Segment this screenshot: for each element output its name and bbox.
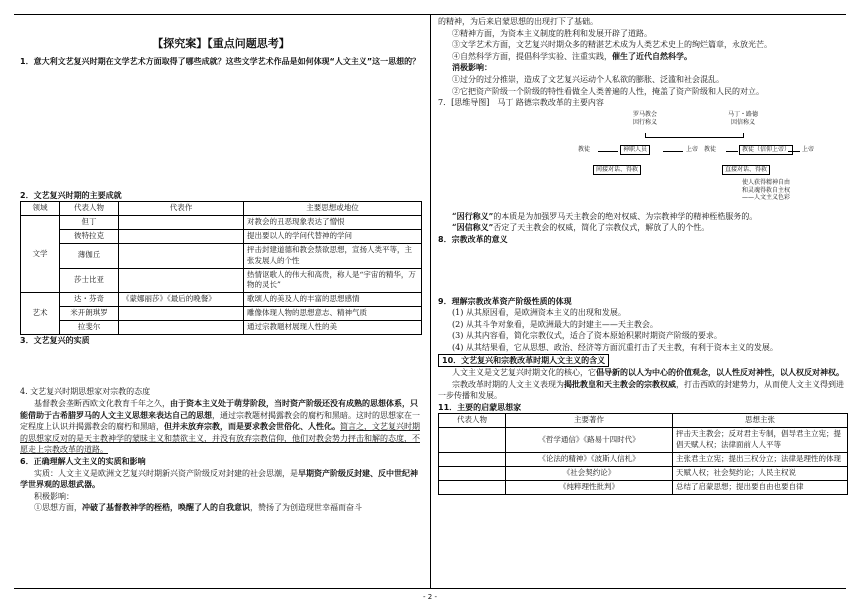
paragraph-6-positive: 积极影响：	[34, 491, 74, 501]
idea-cell: 抨击封建道德和教会禁欲思想，宣扬人类平等，主张发展人的个性	[244, 243, 422, 268]
th-idea: 主要思想或地位	[244, 202, 422, 216]
idea-cell: 天赋人权；社会契约论；人民主权说	[673, 466, 848, 480]
arrow	[663, 151, 683, 152]
column-separator	[430, 14, 431, 588]
question-3: 3．文艺复兴的实质	[20, 335, 90, 345]
idea-cell: 对教会的丑恶现象表达了憎恨	[244, 216, 422, 230]
idea-cell: 热情讴歌人的伟大和高贵，称人是“宇宙的精华，万物的灵长”	[244, 268, 422, 293]
work-cell: 《社会契约论》	[506, 466, 673, 480]
person-cell	[439, 466, 506, 480]
work-cell: 《论法的精神》《波斯人信札》	[506, 453, 673, 467]
person-cell: 达・芬奇	[60, 293, 119, 307]
faith-box: 教徒（信仰上帝）	[739, 145, 793, 156]
negative-2: ②它把资产阶级一个阶级的特性看做全人类普遍的人性，掩盖了资产阶级和人民的对立。	[452, 86, 764, 96]
person-cell: 莎士比亚	[60, 268, 119, 293]
th-idea: 思想主张	[673, 414, 848, 428]
work-cell	[119, 229, 244, 243]
paragraph-10-b: 宗教改革时期的人文主义表现为揭批教皇和天主教会的宗教权威，打击西欧的封建势力，从而使人文主义得到进一步传播和发展。	[438, 378, 844, 401]
section-title: 【探究案】【重点问题思考】	[152, 37, 290, 50]
question-2: 2．文艺复兴时期的主要成就	[20, 190, 122, 200]
believer-left: 教徒	[578, 145, 591, 153]
answer-space-3	[20, 346, 422, 386]
idea-cell: 主张君主立宪；提出三权分立；法律是理性的体现	[673, 453, 848, 467]
work-cell	[119, 243, 244, 268]
work-cell: 《哲学通信》《路易十四时代》	[506, 428, 673, 453]
person-cell: 但丁	[60, 216, 119, 230]
question-8: 8．宗教改革的意义	[438, 234, 508, 244]
point-4: (4) 从其结果看，它从思想、政治、经济等方面沉重打击了天主教，有利于资本主义的发展。	[452, 342, 778, 352]
negative-1: ①过分的过分推崇，造成了文艺复兴运动个人私欲的膨胀、泛滥和社会混乱。	[452, 74, 724, 84]
definition-faith: “因信称义”否定了天主教会的权威，简化了宗教仪式，解放了人的个性。	[452, 222, 710, 233]
th-person: 代表人物	[60, 202, 119, 216]
definition-works: “因行称义”的本质是为加强罗马天主教会的绝对权威、为宗教神学的精神桎梏服务的。	[452, 210, 758, 221]
idea-cell: 提出要以人的学问代替神的学问	[244, 229, 422, 243]
work-cell	[119, 307, 244, 321]
continued-line: 的精神，为后来启蒙思想的出现打下了基础。	[438, 17, 598, 26]
point-1: (1) 从其原因看，是欧洲资本主义的出现和发展。	[452, 308, 626, 318]
person-cell: 拉斐尔	[60, 321, 119, 335]
person-cell	[439, 453, 506, 467]
positive-3: ③文学艺术方面，文艺复兴时期众多的精湛艺术成为人类艺术史上的绚烂篇章，永放光芒。	[452, 40, 772, 50]
paragraph-10-a: 人文主义是文艺复兴时期文化的核心，它倡导新的以人为中心的价值观念，以人性反对神性，以人权反对神权。	[452, 367, 844, 378]
god-left: 上帝	[686, 145, 699, 153]
question-1: 1．意大利文艺复兴时期在文学艺术方面取得了哪些成就？这些文学艺术作品是如何体现“人文主义”这一思想的？	[20, 56, 421, 66]
luther-mindmap	[538, 111, 818, 209]
believer-right: 教徒	[704, 145, 717, 153]
question-11: 11．主要的启蒙思想家	[438, 402, 522, 412]
th-field: 领域	[21, 202, 60, 216]
th-work: 代表作	[119, 202, 244, 216]
work-cell	[119, 268, 244, 293]
person-cell	[439, 480, 506, 494]
negative-heading: 消极影响：	[452, 62, 492, 73]
person-cell: 薄伽丘	[60, 243, 119, 268]
point-3: (3) 从其内容看，简化宗教仪式，适合了资本原始积累时期资产阶级的要求。	[452, 331, 722, 341]
person-cell: 米开朗琪罗	[60, 307, 119, 321]
connector	[645, 137, 744, 138]
indirect-box: 间接对话、得救	[593, 165, 641, 176]
idea-cell: 通过宗教题材展现人性的美	[244, 321, 422, 335]
clergy-box: 神职人员	[620, 145, 650, 156]
enlightenment-table	[438, 413, 848, 494]
god-right: 上帝	[802, 145, 815, 153]
page-number: - 2 -	[423, 593, 437, 601]
idea-cell: 歌颂人的美及人的丰富的思想感情	[244, 293, 422, 307]
bottom-rule	[14, 588, 846, 589]
positive-4: ④自然科学方面，提倡科学实验、注重实践，催生了近代自然科学。	[452, 50, 692, 61]
point-2: (2) 从其斗争对象看，是欧洲最大的封建主——天主教会。	[452, 319, 658, 329]
paragraph-4: 基督教会垄断西欧文化教育千年之久，由于资本主义处于萌芽阶段，当时资产阶级还没有成熟的思想体系，只能借助于古希腊罗马的人文主义思想来表达自己的思想，通过宗教题材揭露教会的腐朽和黑暗。这时的思想家在一定程度上认识并揭露教会的腐朽和黑暗，但并未放弃宗教，而是要求教会世俗化、人性化。简言之，文艺复兴时期的思想家反对的是天主教神学的蒙昧主义和禁欲主义，并没有放弃宗教信仰，他们对教会势力抨击和解的态度，不愿走上宗教改革的道路。	[20, 398, 420, 455]
left-column	[20, 16, 422, 514]
answer-space-1	[20, 68, 422, 190]
th-person: 代表人物	[439, 414, 506, 428]
answer-space-8	[438, 246, 848, 296]
question-4: 4. 文艺复兴时期思想家对宗教的态度	[20, 387, 151, 397]
work-cell	[119, 216, 244, 230]
paragraph-6-essence: 实质：人文主义是欧洲文艺复兴时期新兴资产阶级反对封建的社会思潮，是早期资产阶级反封建、反中世纪神学世界观的思想武器。	[20, 467, 418, 490]
renaissance-table	[20, 201, 422, 335]
arrow	[726, 151, 738, 152]
field-literature: 文学	[21, 216, 60, 293]
idea-cell: 总结了启蒙思想；提出要自由也要自律	[673, 480, 848, 494]
luther-node: 马丁・路德 因信称义	[727, 110, 758, 127]
person-cell	[439, 428, 506, 453]
paragraph-6-thought: ①思想方面，冲破了基督教神学的桎梏，唤醒了人的自我意识，赞扬了为创造现世幸福而奋斗	[34, 502, 362, 513]
field-art: 艺术	[21, 293, 60, 335]
question-9: 9．理解宗教改革资产阶级性质的体现	[438, 296, 572, 306]
result-note: 使人获得精神自由 和灵魂得救自主权 ——人文主义色彩	[741, 178, 790, 202]
positive-2: ②精神方面，为资本主义制度的胜利和发展开辟了道路。	[452, 28, 652, 38]
idea-cell: 雕像体现人物的思想意志、精神气质	[244, 307, 422, 321]
idea-cell: 抨击天主教会；反对君主专制，倡导君主立宪；提倡天赋人权；法律面前人人平等	[673, 428, 848, 453]
th-work: 主要著作	[506, 414, 673, 428]
arrow	[598, 151, 618, 152]
direct-box: 直接对话、得救	[722, 165, 770, 176]
question-6: 6．正确理解人文主义的实质和影响	[20, 457, 146, 467]
work-cell	[119, 321, 244, 335]
work-cell: 《蒙娜丽莎》《最后的晚餐》	[119, 293, 244, 307]
question-10: 10．文艺复兴和宗教改革时期人文主义的含义	[438, 354, 848, 368]
work-cell: 《纯粹理性批判》	[506, 480, 673, 494]
right-column	[438, 16, 848, 495]
roman-church-node: 罗马教会 因行称义	[632, 110, 657, 127]
person-cell: 彼特拉克	[60, 229, 119, 243]
question-7: 7．[思维导图] 马丁 路德宗教改革的主要内容	[438, 98, 604, 108]
